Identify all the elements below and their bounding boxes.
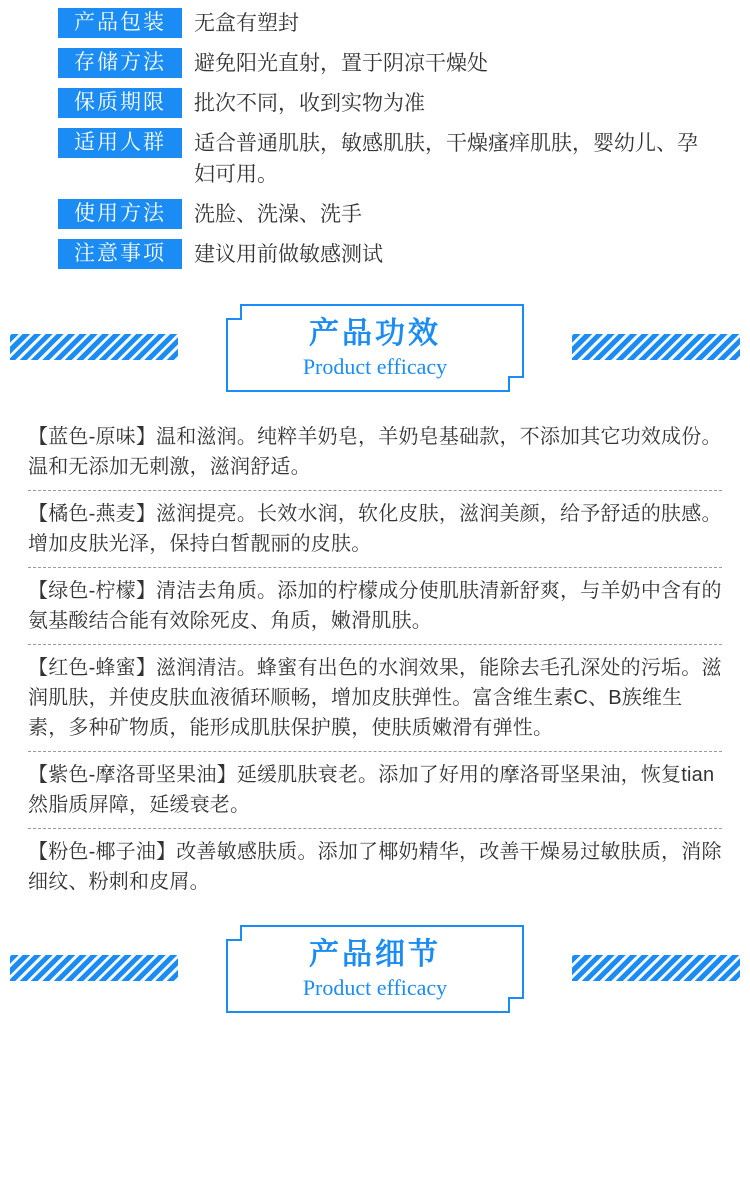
spec-value-usage: 洗脸、洗澡、洗手 <box>194 203 362 226</box>
spec-label-target-users: 适用人群 <box>58 128 182 158</box>
table-row <box>0 88 750 119</box>
list-divider <box>28 751 722 752</box>
list-item: 【紫色-摩洛哥坚果油】延缓肌肤衰老。添加了好用的摩洛哥坚果油，恢复tian然脂质屏障，延缓衰老。 <box>28 764 715 816</box>
table-row <box>0 239 750 270</box>
table-row <box>0 8 750 39</box>
corner-decoration-top-left <box>226 304 242 320</box>
list-item: 【绿色-柠檬】清洁去角质。添加的柠檬成分使肌肤清新舒爽，与羊奶中含有的氨基酸结合能有效除死皮、角质，嫩滑肌肤。 <box>28 580 722 632</box>
list-item: 【橘色-燕麦】滋润提亮。长效水润，软化皮肤，滋润美颜，给予舒适的肤感。增加皮肤光泽，保持白皙靓丽的皮肤。 <box>28 503 722 555</box>
list-divider <box>28 828 722 829</box>
section-title-box <box>226 304 524 392</box>
list-item: 【蓝色-原味】温和滋润。纯粹羊奶皂，羊奶皂基础款，不添加其它功效成份。温和无添加无刺激，滋润舒适。 <box>28 426 722 478</box>
list-divider <box>28 567 722 568</box>
table-row <box>0 199 750 230</box>
list-item: 【粉色-椰子油】改善敏感肤质。添加了椰奶精华，改善干燥易过敏肤质，消除细纹、粉刺和皮屑。 <box>28 841 722 893</box>
corner-decoration-bottom-right <box>508 376 524 392</box>
spec-label-cautions: 注意事项 <box>58 239 182 269</box>
table-row <box>0 128 750 190</box>
hatch-decoration-left <box>10 955 178 981</box>
list-divider <box>28 644 722 645</box>
section-title-en: Product efficacy <box>302 354 448 379</box>
section-title-box <box>226 925 524 1013</box>
spec-value-shelf-life: 批次不同，收到实物为准 <box>194 92 425 115</box>
spec-value-packaging: 无盒有塑封 <box>194 12 299 35</box>
efficacy-list <box>0 400 750 899</box>
corner-decoration-top-left <box>226 925 242 941</box>
hatch-decoration-left <box>10 334 178 360</box>
product-spec-table <box>0 0 750 270</box>
section-title-en: Product efficacy <box>302 975 448 1000</box>
spec-label-storage: 存储方法 <box>58 48 182 78</box>
spec-value-storage: 避免阳光直射，置于阴凉干燥处 <box>194 52 488 75</box>
hatch-decoration-right <box>572 334 740 360</box>
section-banner-efficacy <box>0 304 750 400</box>
corner-decoration-bottom-right <box>508 997 524 1013</box>
spec-value-target-users: 适合普通肌肤，敏感肌肤，干燥瘙痒肌肤，婴幼儿、孕妇可用。 <box>194 132 698 186</box>
list-divider <box>28 490 722 491</box>
spec-label-shelf-life: 保质期限 <box>58 88 182 118</box>
section-title-cn: 产品细节 <box>309 938 441 971</box>
section-title-cn: 产品功效 <box>309 317 441 350</box>
spec-value-cautions: 建议用前做敏感测试 <box>194 243 383 266</box>
list-item: 【红色-蜂蜜】滋润清洁。蜂蜜有出色的水润效果，能除去毛孔深处的污垢。滋润肌肤，并使皮肤血液循环顺畅，增加皮肤弹性。富含维生素C、B族维生素，多种矿物质，能形成肌肤保护膜，使肤质嫩滑有弹性。 <box>28 657 722 739</box>
section-banner-details <box>0 925 750 1021</box>
table-row <box>0 48 750 79</box>
spec-label-usage: 使用方法 <box>58 199 182 229</box>
hatch-decoration-right <box>572 955 740 981</box>
spec-label-packaging: 产品包装 <box>58 8 182 38</box>
